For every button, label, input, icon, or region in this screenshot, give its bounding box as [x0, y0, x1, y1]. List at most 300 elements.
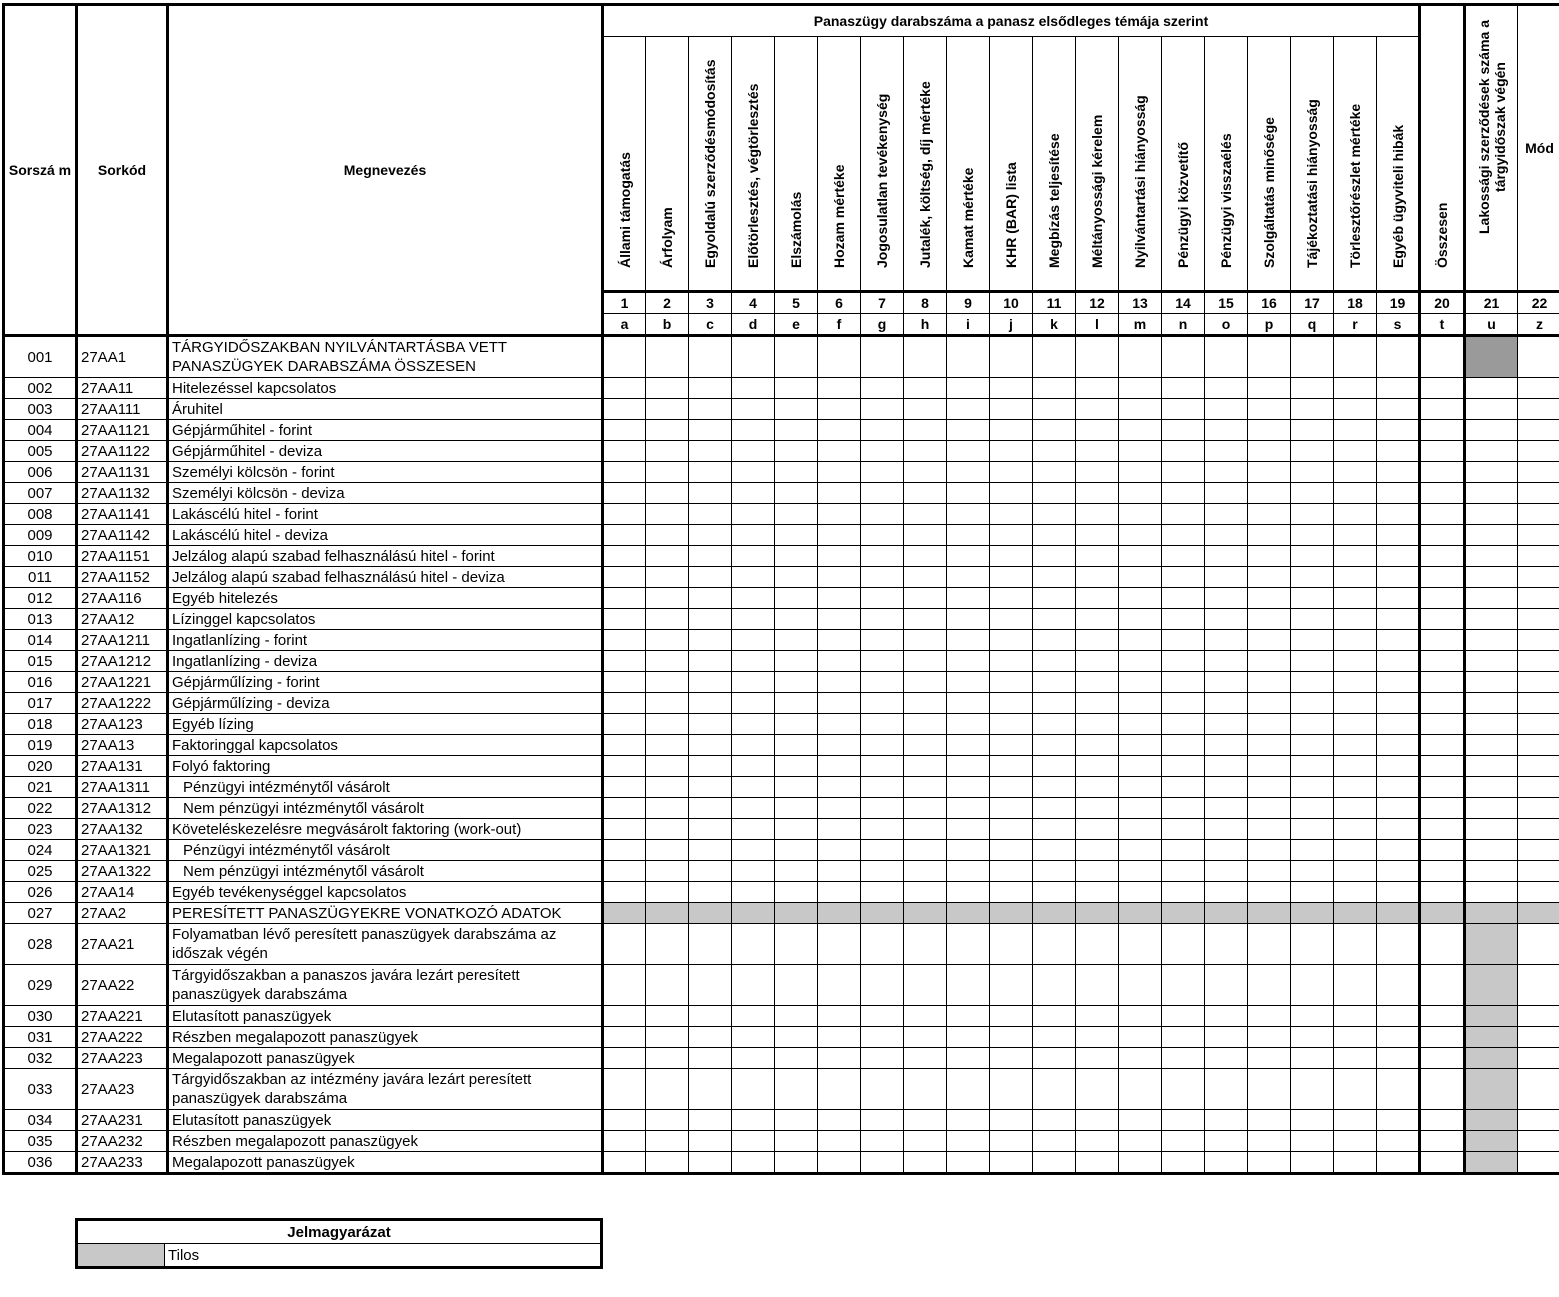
data-cell[interactable] [646, 651, 689, 672]
data-cell[interactable] [1291, 882, 1334, 903]
data-cell[interactable] [904, 882, 947, 903]
data-cell[interactable] [1248, 882, 1291, 903]
data-cell[interactable] [1119, 567, 1162, 588]
data-cell[interactable] [1119, 336, 1162, 378]
data-cell[interactable] [1465, 882, 1518, 903]
data-cell[interactable] [990, 777, 1033, 798]
data-cell[interactable] [1377, 756, 1420, 777]
data-cell[interactable] [1420, 882, 1465, 903]
data-cell[interactable] [990, 630, 1033, 651]
data-cell[interactable] [1518, 1006, 1559, 1027]
data-cell[interactable] [689, 693, 732, 714]
data-cell[interactable] [775, 1131, 818, 1152]
data-cell[interactable] [1518, 798, 1559, 819]
data-cell[interactable] [861, 546, 904, 567]
data-cell[interactable] [1033, 882, 1076, 903]
data-cell[interactable] [1518, 924, 1559, 965]
data-cell[interactable] [775, 819, 818, 840]
data-cell[interactable] [1076, 1006, 1119, 1027]
data-cell[interactable] [1377, 546, 1420, 567]
data-cell[interactable] [1465, 651, 1518, 672]
data-cell[interactable] [1076, 441, 1119, 462]
data-cell[interactable] [1334, 1131, 1377, 1152]
data-cell[interactable] [1291, 756, 1334, 777]
data-cell[interactable] [818, 651, 861, 672]
data-cell[interactable] [818, 861, 861, 882]
data-cell[interactable] [1334, 630, 1377, 651]
data-cell[interactable] [1248, 756, 1291, 777]
data-cell[interactable] [947, 798, 990, 819]
data-cell[interactable] [861, 462, 904, 483]
data-cell[interactable] [1033, 1048, 1076, 1069]
data-cell[interactable] [990, 840, 1033, 861]
data-cell[interactable] [1518, 567, 1559, 588]
data-cell[interactable] [1119, 1006, 1162, 1027]
data-cell[interactable] [861, 1152, 904, 1174]
data-cell[interactable] [603, 882, 646, 903]
data-cell[interactable] [1518, 1131, 1559, 1152]
data-cell[interactable] [732, 1152, 775, 1174]
data-cell[interactable] [1248, 819, 1291, 840]
data-cell[interactable] [646, 462, 689, 483]
data-cell[interactable] [1291, 693, 1334, 714]
data-cell[interactable] [1518, 1152, 1559, 1174]
data-cell[interactable] [904, 441, 947, 462]
data-cell[interactable] [1248, 861, 1291, 882]
data-cell[interactable] [1162, 504, 1205, 525]
data-cell[interactable] [1033, 609, 1076, 630]
data-cell[interactable] [1033, 777, 1076, 798]
data-cell[interactable] [947, 1131, 990, 1152]
data-cell[interactable] [1033, 861, 1076, 882]
data-cell[interactable] [775, 1110, 818, 1131]
data-cell[interactable] [1377, 1027, 1420, 1048]
data-cell[interactable] [603, 504, 646, 525]
data-cell[interactable] [990, 399, 1033, 420]
data-cell[interactable] [1291, 609, 1334, 630]
data-cell[interactable] [1291, 672, 1334, 693]
data-cell[interactable] [818, 819, 861, 840]
data-cell[interactable] [732, 441, 775, 462]
data-cell[interactable] [861, 714, 904, 735]
data-cell[interactable] [1518, 840, 1559, 861]
data-cell[interactable] [904, 588, 947, 609]
data-cell[interactable] [1076, 525, 1119, 546]
data-cell[interactable] [1334, 882, 1377, 903]
data-cell[interactable] [1420, 588, 1465, 609]
data-cell[interactable] [1465, 420, 1518, 441]
data-cell[interactable] [1162, 819, 1205, 840]
data-cell[interactable] [904, 777, 947, 798]
data-cell[interactable] [775, 840, 818, 861]
data-cell[interactable] [646, 441, 689, 462]
data-cell[interactable] [1377, 441, 1420, 462]
data-cell[interactable] [1119, 504, 1162, 525]
data-cell[interactable] [1162, 672, 1205, 693]
data-cell[interactable] [1465, 735, 1518, 756]
data-cell[interactable] [1377, 924, 1420, 965]
data-cell[interactable] [1334, 504, 1377, 525]
data-cell[interactable] [1033, 756, 1076, 777]
data-cell[interactable] [1377, 483, 1420, 504]
data-cell[interactable] [1465, 441, 1518, 462]
data-cell[interactable] [732, 1006, 775, 1027]
data-cell[interactable] [861, 693, 904, 714]
data-cell[interactable] [947, 965, 990, 1006]
data-cell[interactable] [818, 441, 861, 462]
data-cell[interactable] [1334, 756, 1377, 777]
data-cell[interactable] [947, 819, 990, 840]
data-cell[interactable] [732, 777, 775, 798]
data-cell[interactable] [1465, 588, 1518, 609]
data-cell[interactable] [1334, 1006, 1377, 1027]
data-cell[interactable] [1033, 819, 1076, 840]
data-cell[interactable] [646, 378, 689, 399]
data-cell[interactable] [1119, 1152, 1162, 1174]
data-cell[interactable] [1119, 399, 1162, 420]
data-cell[interactable] [818, 1027, 861, 1048]
data-cell[interactable] [1205, 777, 1248, 798]
data-cell[interactable] [990, 693, 1033, 714]
data-cell[interactable] [904, 1027, 947, 1048]
data-cell[interactable] [947, 651, 990, 672]
data-cell[interactable] [646, 819, 689, 840]
data-cell[interactable] [1076, 1110, 1119, 1131]
data-cell[interactable] [1033, 336, 1076, 378]
data-cell[interactable] [1248, 504, 1291, 525]
data-cell[interactable] [1033, 420, 1076, 441]
data-cell[interactable] [689, 1048, 732, 1069]
data-cell[interactable] [1033, 630, 1076, 651]
data-cell[interactable] [775, 630, 818, 651]
data-cell[interactable] [1162, 609, 1205, 630]
data-cell[interactable] [1205, 735, 1248, 756]
data-cell[interactable] [861, 965, 904, 1006]
data-cell[interactable] [1033, 693, 1076, 714]
data-cell[interactable] [689, 420, 732, 441]
data-cell[interactable] [990, 1006, 1033, 1027]
data-cell[interactable] [1162, 441, 1205, 462]
data-cell[interactable] [1465, 840, 1518, 861]
data-cell[interactable] [1377, 693, 1420, 714]
data-cell[interactable] [1248, 546, 1291, 567]
data-cell[interactable] [1076, 693, 1119, 714]
data-cell[interactable] [947, 420, 990, 441]
data-cell[interactable] [689, 1069, 732, 1110]
data-cell[interactable] [1334, 1152, 1377, 1174]
data-cell[interactable] [990, 798, 1033, 819]
data-cell[interactable] [1291, 924, 1334, 965]
data-cell[interactable] [1377, 882, 1420, 903]
data-cell[interactable] [990, 756, 1033, 777]
data-cell[interactable] [947, 1027, 990, 1048]
data-cell[interactable] [689, 504, 732, 525]
data-cell[interactable] [1465, 714, 1518, 735]
data-cell[interactable] [1518, 1027, 1559, 1048]
data-cell[interactable] [1377, 777, 1420, 798]
data-cell[interactable] [1119, 588, 1162, 609]
data-cell[interactable] [1377, 567, 1420, 588]
data-cell[interactable] [1420, 336, 1465, 378]
data-cell[interactable] [861, 672, 904, 693]
data-cell[interactable] [646, 756, 689, 777]
data-cell[interactable] [1518, 777, 1559, 798]
data-cell[interactable] [1205, 714, 1248, 735]
data-cell[interactable] [1248, 651, 1291, 672]
data-cell[interactable] [1465, 546, 1518, 567]
data-cell[interactable] [1420, 441, 1465, 462]
data-cell[interactable] [1334, 861, 1377, 882]
data-cell[interactable] [1465, 399, 1518, 420]
data-cell[interactable] [818, 504, 861, 525]
data-cell[interactable] [1334, 525, 1377, 546]
data-cell[interactable] [1334, 777, 1377, 798]
data-cell[interactable] [904, 1152, 947, 1174]
data-cell[interactable] [646, 1110, 689, 1131]
data-cell[interactable] [689, 1006, 732, 1027]
data-cell[interactable] [689, 336, 732, 378]
data-cell[interactable] [1033, 378, 1076, 399]
data-cell[interactable] [1518, 483, 1559, 504]
data-cell[interactable] [904, 924, 947, 965]
data-cell[interactable] [1119, 546, 1162, 567]
data-cell[interactable] [1334, 735, 1377, 756]
data-cell[interactable] [689, 924, 732, 965]
data-cell[interactable] [861, 441, 904, 462]
data-cell[interactable] [775, 588, 818, 609]
data-cell[interactable] [1076, 483, 1119, 504]
data-cell[interactable] [1334, 693, 1377, 714]
data-cell[interactable] [1291, 1131, 1334, 1152]
data-cell[interactable] [1334, 1110, 1377, 1131]
data-cell[interactable] [1518, 693, 1559, 714]
data-cell[interactable] [861, 1006, 904, 1027]
data-cell[interactable] [1162, 1069, 1205, 1110]
data-cell[interactable] [904, 546, 947, 567]
data-cell[interactable] [1162, 965, 1205, 1006]
data-cell[interactable] [732, 504, 775, 525]
data-cell[interactable] [1291, 399, 1334, 420]
data-cell[interactable] [861, 756, 904, 777]
data-cell[interactable] [1377, 735, 1420, 756]
data-cell[interactable] [1291, 588, 1334, 609]
data-cell[interactable] [1420, 840, 1465, 861]
data-cell[interactable] [990, 924, 1033, 965]
data-cell[interactable] [603, 819, 646, 840]
data-cell[interactable] [990, 588, 1033, 609]
data-cell[interactable] [861, 777, 904, 798]
data-cell[interactable] [947, 1006, 990, 1027]
data-cell[interactable] [947, 546, 990, 567]
data-cell[interactable] [1162, 1152, 1205, 1174]
data-cell[interactable] [1162, 336, 1205, 378]
data-cell[interactable] [732, 882, 775, 903]
data-cell[interactable] [990, 525, 1033, 546]
data-cell[interactable] [1248, 399, 1291, 420]
data-cell[interactable] [1119, 609, 1162, 630]
data-cell[interactable] [1518, 546, 1559, 567]
data-cell[interactable] [1076, 651, 1119, 672]
data-cell[interactable] [1076, 1069, 1119, 1110]
data-cell[interactable] [1119, 441, 1162, 462]
data-cell[interactable] [689, 840, 732, 861]
data-cell[interactable] [732, 546, 775, 567]
data-cell[interactable] [775, 1027, 818, 1048]
data-cell[interactable] [1518, 630, 1559, 651]
data-cell[interactable] [818, 840, 861, 861]
data-cell[interactable] [861, 735, 904, 756]
data-cell[interactable] [1291, 441, 1334, 462]
data-cell[interactable] [1119, 1110, 1162, 1131]
data-cell[interactable] [818, 399, 861, 420]
data-cell[interactable] [1334, 965, 1377, 1006]
data-cell[interactable] [1205, 1048, 1248, 1069]
data-cell[interactable] [1205, 798, 1248, 819]
data-cell[interactable] [1465, 504, 1518, 525]
data-cell[interactable] [818, 588, 861, 609]
data-cell[interactable] [990, 504, 1033, 525]
data-cell[interactable] [1420, 504, 1465, 525]
data-cell[interactable] [775, 1048, 818, 1069]
data-cell[interactable] [990, 819, 1033, 840]
data-cell[interactable] [1248, 462, 1291, 483]
data-cell[interactable] [1205, 588, 1248, 609]
data-cell[interactable] [1334, 420, 1377, 441]
data-cell[interactable] [1033, 1110, 1076, 1131]
data-cell[interactable] [646, 399, 689, 420]
data-cell[interactable] [1205, 420, 1248, 441]
data-cell[interactable] [1119, 1027, 1162, 1048]
data-cell[interactable] [1205, 693, 1248, 714]
data-cell[interactable] [947, 882, 990, 903]
data-cell[interactable] [1162, 840, 1205, 861]
data-cell[interactable] [1420, 1006, 1465, 1027]
data-cell[interactable] [732, 819, 775, 840]
data-cell[interactable] [904, 609, 947, 630]
data-cell[interactable] [1205, 756, 1248, 777]
data-cell[interactable] [818, 1048, 861, 1069]
data-cell[interactable] [1162, 546, 1205, 567]
data-cell[interactable] [1377, 504, 1420, 525]
data-cell[interactable] [1518, 861, 1559, 882]
data-cell[interactable] [1420, 462, 1465, 483]
data-cell[interactable] [1033, 651, 1076, 672]
data-cell[interactable] [1205, 965, 1248, 1006]
data-cell[interactable] [1334, 336, 1377, 378]
data-cell[interactable] [1162, 756, 1205, 777]
data-cell[interactable] [1205, 609, 1248, 630]
data-cell[interactable] [1420, 1131, 1465, 1152]
data-cell[interactable] [1377, 525, 1420, 546]
data-cell[interactable] [1291, 861, 1334, 882]
data-cell[interactable] [689, 609, 732, 630]
data-cell[interactable] [904, 735, 947, 756]
data-cell[interactable] [646, 672, 689, 693]
data-cell[interactable] [732, 861, 775, 882]
data-cell[interactable] [603, 693, 646, 714]
data-cell[interactable] [1119, 882, 1162, 903]
data-cell[interactable] [1119, 1069, 1162, 1110]
data-cell[interactable] [1248, 1069, 1291, 1110]
data-cell[interactable] [1334, 651, 1377, 672]
data-cell[interactable] [947, 861, 990, 882]
data-cell[interactable] [1518, 756, 1559, 777]
data-cell[interactable] [1518, 399, 1559, 420]
data-cell[interactable] [1205, 630, 1248, 651]
data-cell[interactable] [990, 609, 1033, 630]
data-cell[interactable] [646, 714, 689, 735]
data-cell[interactable] [1377, 651, 1420, 672]
data-cell[interactable] [732, 735, 775, 756]
data-cell[interactable] [1334, 798, 1377, 819]
data-cell[interactable] [1420, 1069, 1465, 1110]
data-cell[interactable] [1119, 630, 1162, 651]
data-cell[interactable] [1162, 483, 1205, 504]
data-cell[interactable] [1465, 483, 1518, 504]
data-cell[interactable] [861, 861, 904, 882]
data-cell[interactable] [1291, 378, 1334, 399]
data-cell[interactable] [947, 399, 990, 420]
data-cell[interactable] [1377, 965, 1420, 1006]
data-cell[interactable] [947, 525, 990, 546]
data-cell[interactable] [732, 609, 775, 630]
data-cell[interactable] [861, 1131, 904, 1152]
data-cell[interactable] [689, 567, 732, 588]
data-cell[interactable] [1420, 735, 1465, 756]
data-cell[interactable] [818, 1069, 861, 1110]
data-cell[interactable] [1420, 861, 1465, 882]
data-cell[interactable] [1518, 420, 1559, 441]
data-cell[interactable] [990, 1048, 1033, 1069]
data-cell[interactable] [990, 546, 1033, 567]
data-cell[interactable] [861, 1048, 904, 1069]
data-cell[interactable] [1420, 714, 1465, 735]
data-cell[interactable] [1377, 462, 1420, 483]
data-cell[interactable] [1248, 777, 1291, 798]
data-cell[interactable] [818, 756, 861, 777]
data-cell[interactable] [1076, 714, 1119, 735]
data-cell[interactable] [1076, 399, 1119, 420]
data-cell[interactable] [732, 798, 775, 819]
data-cell[interactable] [1420, 546, 1465, 567]
data-cell[interactable] [1162, 1110, 1205, 1131]
data-cell[interactable] [1162, 1048, 1205, 1069]
data-cell[interactable] [646, 777, 689, 798]
data-cell[interactable] [1205, 504, 1248, 525]
data-cell[interactable] [861, 399, 904, 420]
data-cell[interactable] [1334, 840, 1377, 861]
data-cell[interactable] [1420, 965, 1465, 1006]
data-cell[interactable] [603, 630, 646, 651]
data-cell[interactable] [732, 420, 775, 441]
data-cell[interactable] [990, 462, 1033, 483]
data-cell[interactable] [947, 1110, 990, 1131]
data-cell[interactable] [861, 924, 904, 965]
data-cell[interactable] [775, 672, 818, 693]
data-cell[interactable] [775, 462, 818, 483]
data-cell[interactable] [1119, 714, 1162, 735]
data-cell[interactable] [1162, 462, 1205, 483]
data-cell[interactable] [1518, 1069, 1559, 1110]
data-cell[interactable] [775, 693, 818, 714]
data-cell[interactable] [818, 882, 861, 903]
data-cell[interactable] [990, 441, 1033, 462]
data-cell[interactable] [1076, 336, 1119, 378]
data-cell[interactable] [1205, 819, 1248, 840]
data-cell[interactable] [904, 483, 947, 504]
data-cell[interactable] [603, 1027, 646, 1048]
data-cell[interactable] [1076, 504, 1119, 525]
